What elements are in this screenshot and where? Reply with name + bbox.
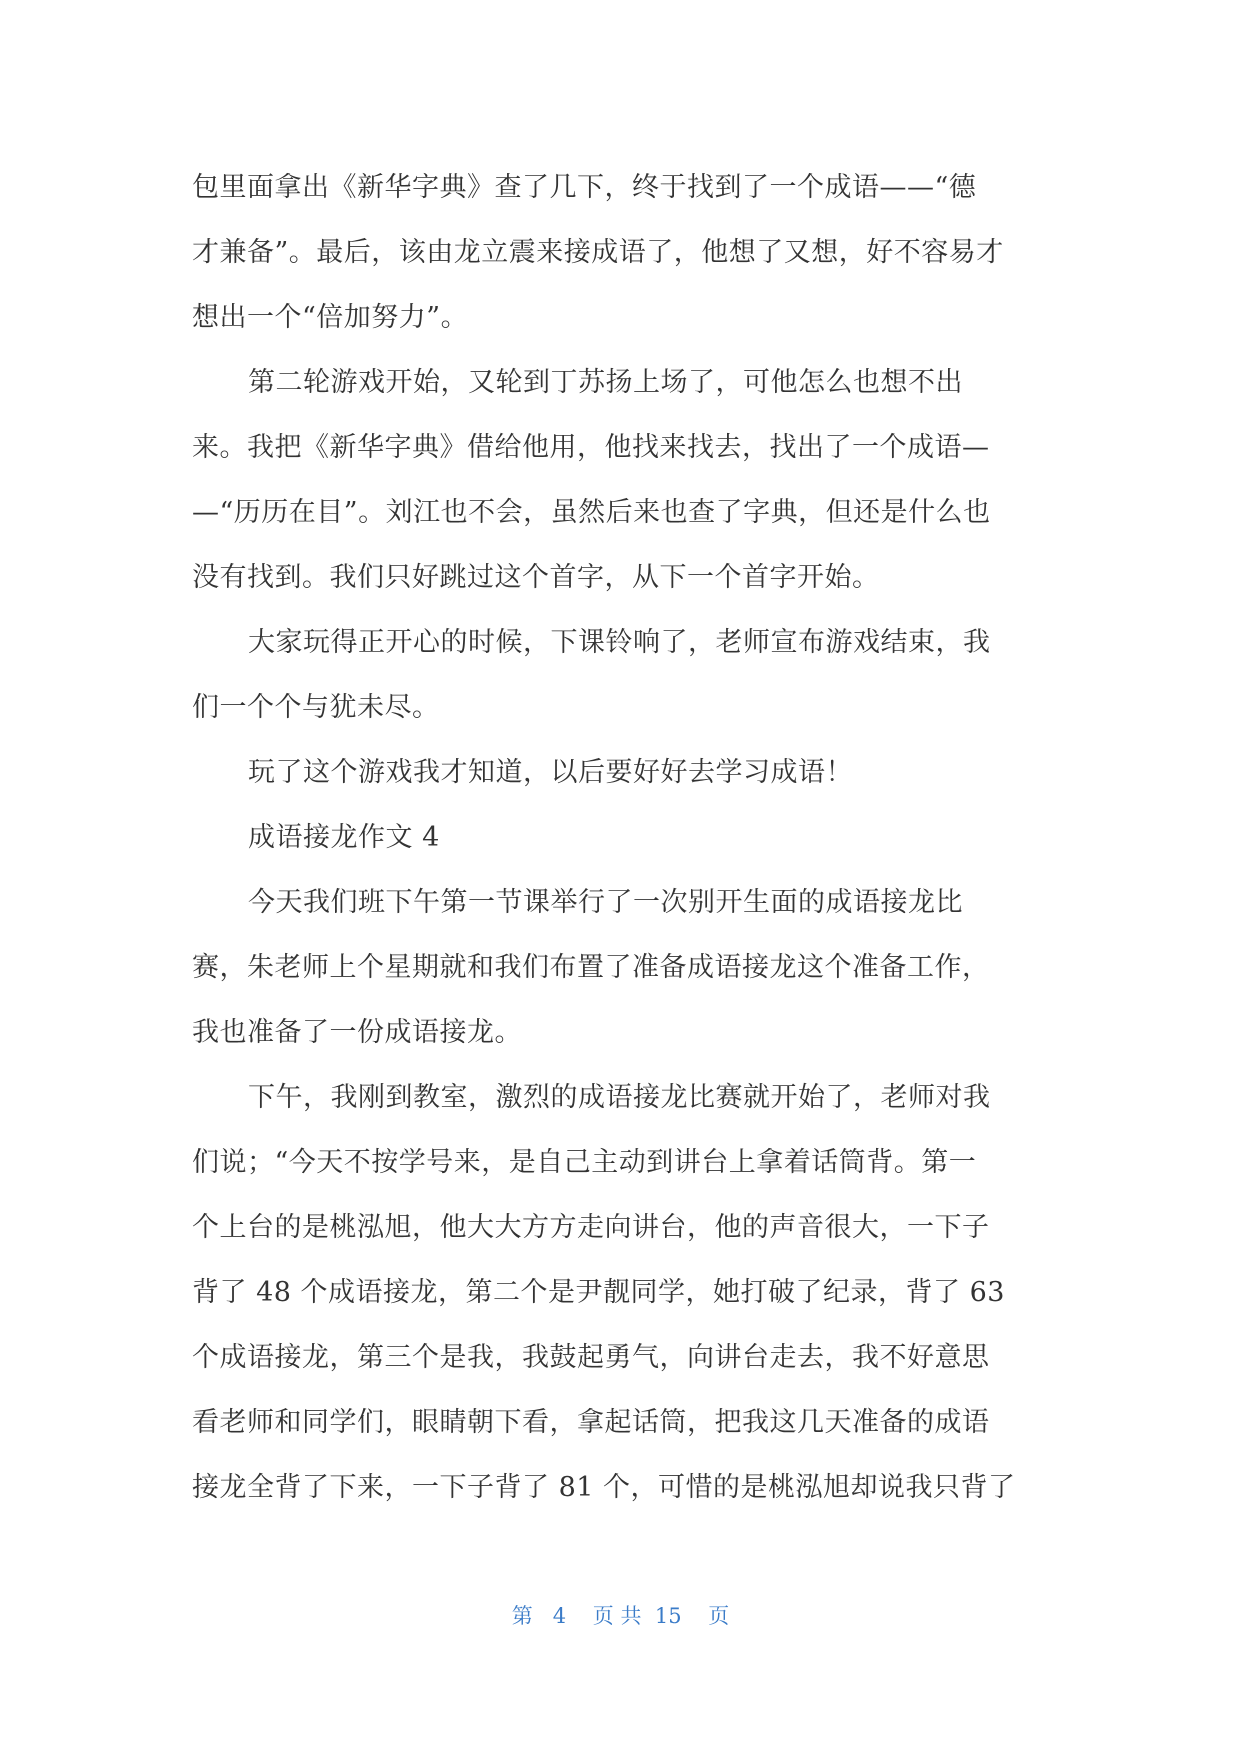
text-line: 个上台的是桃泓旭，他大大方方走向讲台，他的声音很大，一下子 bbox=[192, 1212, 990, 1243]
paragraph-start-line: 玩了这个游戏我才知道，以后要好好去学习成语！ bbox=[248, 757, 853, 788]
text-line: 我也准备了一份成语接龙。 bbox=[192, 1017, 522, 1048]
text-line: 包里面拿出《新华字典》查了几下，终于找到了一个成语——“德 bbox=[192, 172, 977, 203]
paragraph-start-line: 今天我们班下午第一节课举行了一次别开生面的成语接龙比 bbox=[248, 887, 963, 918]
section-heading: 成语接龙作文 4 bbox=[248, 822, 440, 853]
text-line: 才兼备”。最后，该由龙立震来接成语了，他想了又想，好不容易才 bbox=[192, 237, 1004, 268]
text-line: —“历历在目”。刘江也不会，虽然后来也查了字典，但还是什么也 bbox=[192, 497, 991, 528]
document-body bbox=[192, 155, 1062, 1520]
text-line: 来。我把《新华字典》借给他用，他找来找去，找出了一个成语— bbox=[192, 432, 990, 463]
text-line: 赛，朱老师上个星期就和我们布置了准备成语接龙这个准备工作， bbox=[192, 952, 990, 983]
text-line: 个成语接龙，第三个是我，我鼓起勇气，向讲台走去，我不好意思 bbox=[192, 1342, 990, 1373]
text-line: 看老师和同学们，眼睛朝下看，拿起话筒，把我这几天准备的成语 bbox=[192, 1407, 990, 1438]
paragraph-start-line: 大家玩得正开心的时候，下课铃响了，老师宣布游戏结束，我 bbox=[248, 627, 991, 658]
text-line: 接龙全背了下来，一下子背了 81 个，可惜的是桃泓旭却说我只背了 bbox=[192, 1472, 1016, 1503]
text-line: 们说；“今天不按学号来，是自己主动到讲台上拿着话筒背。第一 bbox=[192, 1147, 977, 1178]
paragraph-start-line: 下午，我刚到教室，激烈的成语接龙比赛就开始了，老师对我 bbox=[248, 1082, 991, 1113]
text-line: 们一个个与犹未尽。 bbox=[192, 692, 440, 723]
paragraph-start-line: 第二轮游戏开始，又轮到丁苏扬上场了，可他怎么也想不出 bbox=[248, 367, 963, 398]
text-line: 想出一个“倍加努力”。 bbox=[192, 302, 469, 333]
page-number-footer: 第 4 页 共 15 页 bbox=[511, 1604, 730, 1628]
text-line: 背了 48 个成语接龙，第二个是尹靓同学，她打破了纪录，背了 63 bbox=[192, 1277, 1005, 1308]
text-line: 没有找到。我们只好跳过这个首字，从下一个首字开始。 bbox=[192, 562, 880, 593]
